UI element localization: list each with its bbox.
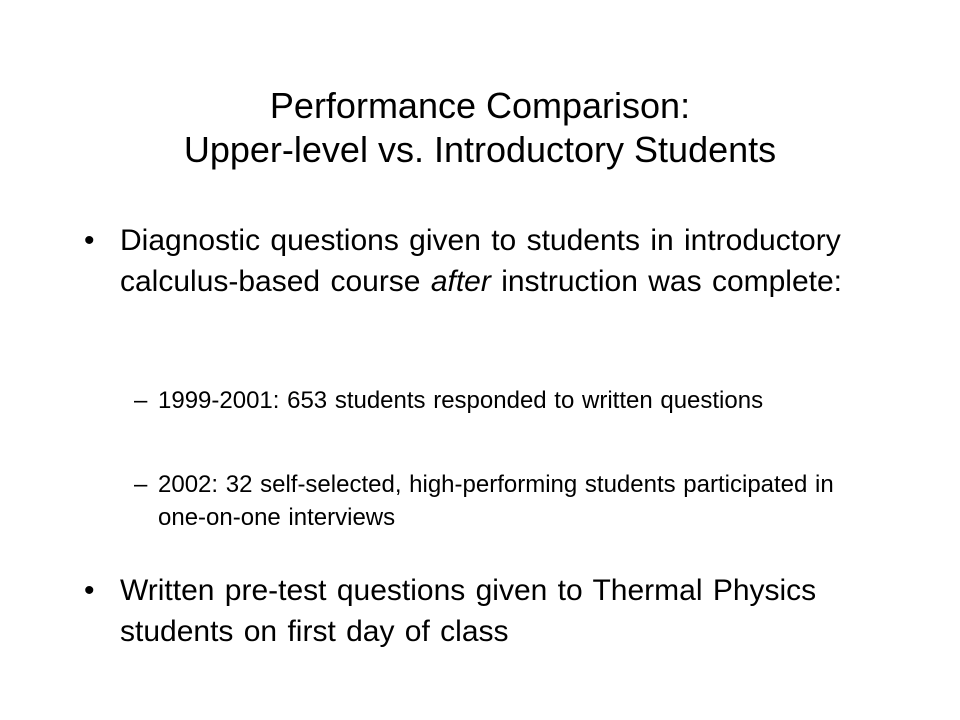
bullet-emphasis-after: after [430,265,491,298]
bullet-marker: • [84,224,95,257]
sub-bullet-interviews [134,468,854,534]
sub-bullet-marker: – [134,471,148,498]
title-line-2: Upper-level vs. Introductory Students [183,129,777,170]
slide-title [0,84,960,172]
sub-bullet-marker: – [134,387,148,414]
sub-bullet-text: 2002: 32 self-selected, high-performing students participated in one-on-one interviews [158,471,834,531]
sub-bullet-text: 1999-2001: 653 students responded to written questions [158,387,764,414]
bullet-marker: • [84,574,95,607]
bullet-text-part: Diagnostic questions given to students in introductory calculus-based course [120,224,841,298]
bullet-pretest-questions [84,570,884,652]
sub-bullet-written-questions [134,384,854,417]
title-line-1: Performance Comparison: [269,85,691,126]
bullet-text [120,220,884,302]
bullet-text-part: instruction was complete: [490,265,843,298]
bullet-text: Written pre-test questions given to Thermal Physics students on first day of class [120,574,817,648]
bullet-diagnostic-questions [84,220,884,302]
